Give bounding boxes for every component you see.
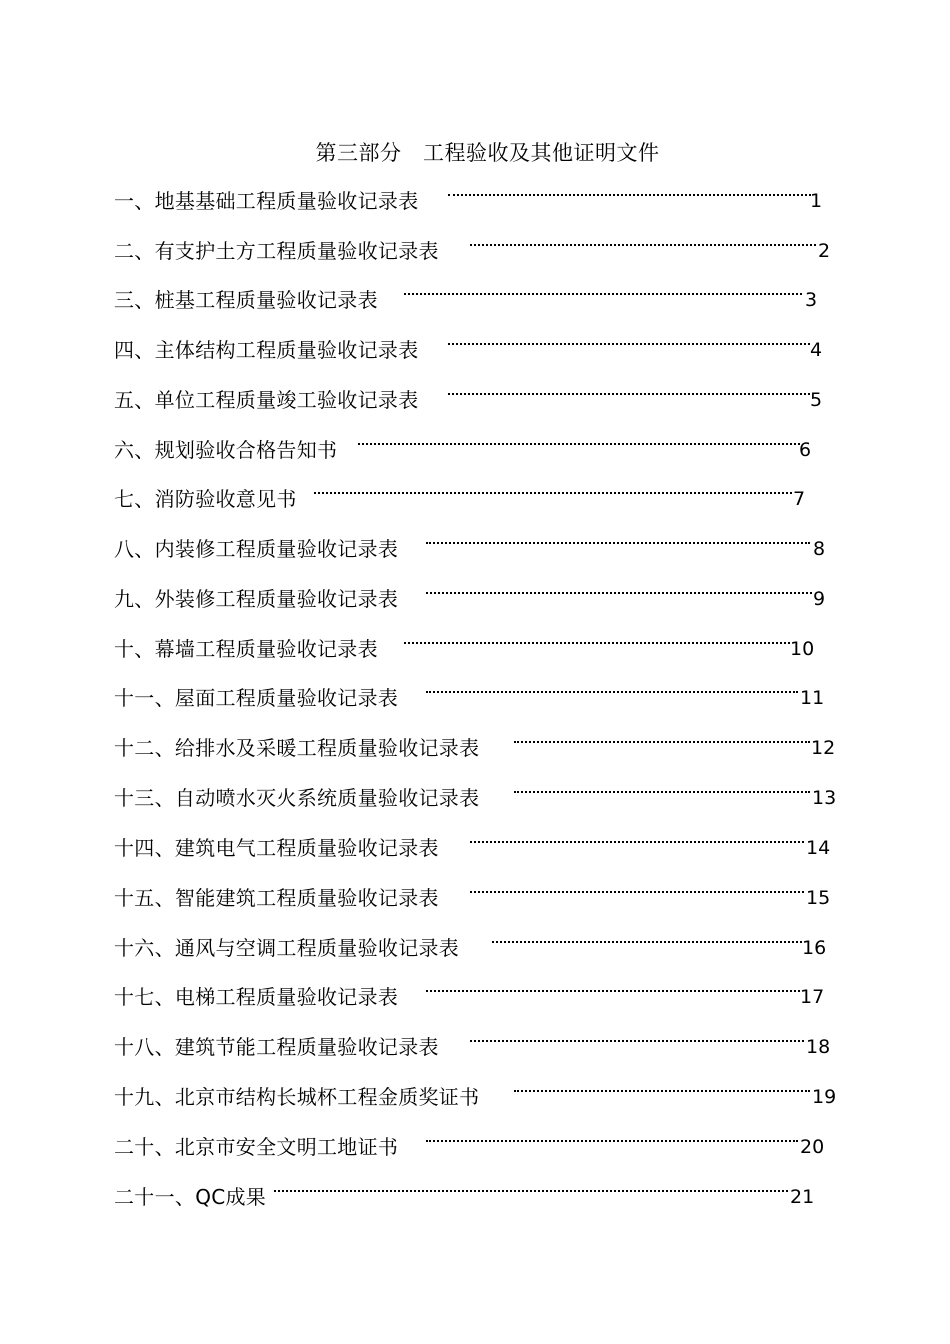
toc-leader-dots [426,542,810,544]
toc-leader-dots [470,841,804,843]
toc-leader-dots [470,244,816,246]
toc-entry-page: 9 [813,588,826,610]
toc-entry-page: 6 [799,439,812,461]
toc-leader-dots [514,741,810,743]
toc-entry-label: 六、规划验收合格告知书 [114,438,338,462]
toc-leader-dots [426,1140,798,1142]
toc-entry-page: 18 [806,1036,831,1058]
toc-entry-page: 13 [812,787,837,809]
toc-leader-dots [514,1090,810,1092]
toc-entry-page: 17 [800,986,825,1008]
toc-entry-label: 十九、北京市结构长城杯工程金质奖证书 [114,1085,480,1109]
toc-leader-dots [470,1040,804,1042]
toc-entry-page: 16 [802,937,827,959]
toc-leader-dots [404,642,790,644]
toc-entry-page: 19 [812,1086,837,1108]
toc-entry-page: 4 [810,339,823,361]
toc-entry-label: 八、内装修工程质量验收记录表 [114,537,399,561]
toc-entry-page: 7 [793,488,806,510]
toc-leader-dots [448,393,810,395]
toc-entry-label: 十五、智能建筑工程质量验收记录表 [114,886,439,910]
toc-entry-label: 九、外装修工程质量验收记录表 [114,587,399,611]
toc-entry-label: 十八、建筑节能工程质量验收记录表 [114,1035,439,1059]
toc-entry-page: 5 [810,389,823,411]
toc-entry-label: 十、幕墙工程质量验收记录表 [114,637,378,661]
toc-leader-dots [492,941,802,943]
toc-leader-dots [448,194,811,196]
toc-leader-dots [426,691,798,693]
toc-entry-label: 十七、电梯工程质量验收记录表 [114,985,399,1009]
toc-leader-dots [274,1190,788,1192]
toc-entry-page: 20 [800,1136,825,1158]
toc-leader-dots [314,492,792,494]
toc-entry-page: 2 [818,240,831,262]
toc-entry-label: 十六、通风与空调工程质量验收记录表 [114,936,460,960]
page-title: 第三部分 工程验收及其他证明文件 [315,141,660,165]
toc-entry-page: 8 [813,538,826,560]
toc-entry-label: 四、主体结构工程质量验收记录表 [114,338,419,362]
toc-entry-label: 十三、自动喷水灭火系统质量验收记录表 [114,786,480,810]
toc-entry-page: 12 [811,737,836,759]
toc-leader-dots [514,791,810,793]
toc-entry-label: 七、消防验收意见书 [114,487,297,511]
toc-entry-label: 十一、屋面工程质量验收记录表 [114,686,399,710]
toc-entry-label: 一、地基基础工程质量验收记录表 [114,189,419,213]
toc-entry-page: 21 [790,1186,815,1208]
toc-entry-page: 3 [805,289,818,311]
toc-entry-page: 11 [800,687,825,709]
toc-entry-label: 三、桩基工程质量验收记录表 [114,288,378,312]
toc-entry-label: 五、单位工程质量竣工验收记录表 [114,388,419,412]
toc-entry-label: 二十、北京市安全文明工地证书 [114,1135,399,1159]
toc-entry-page: 1 [810,190,823,212]
toc-entry-label: 二十一、QC成果 [114,1185,267,1209]
toc-leader-dots [426,990,800,992]
toc-leader-dots [404,293,802,295]
toc-entry-page: 14 [806,837,831,859]
toc-leader-dots [448,343,810,345]
toc-leader-dots [470,891,804,893]
toc-entry-page: 15 [806,887,831,909]
toc-entry-page: 10 [790,638,815,660]
toc-leader-dots [426,592,812,594]
toc-entry-label: 十二、给排水及采暖工程质量验收记录表 [114,736,480,760]
toc-entry-label: 十四、建筑电气工程质量验收记录表 [114,836,439,860]
toc-entry-label: 二、有支护土方工程质量验收记录表 [114,239,439,263]
toc-leader-dots [358,443,800,445]
